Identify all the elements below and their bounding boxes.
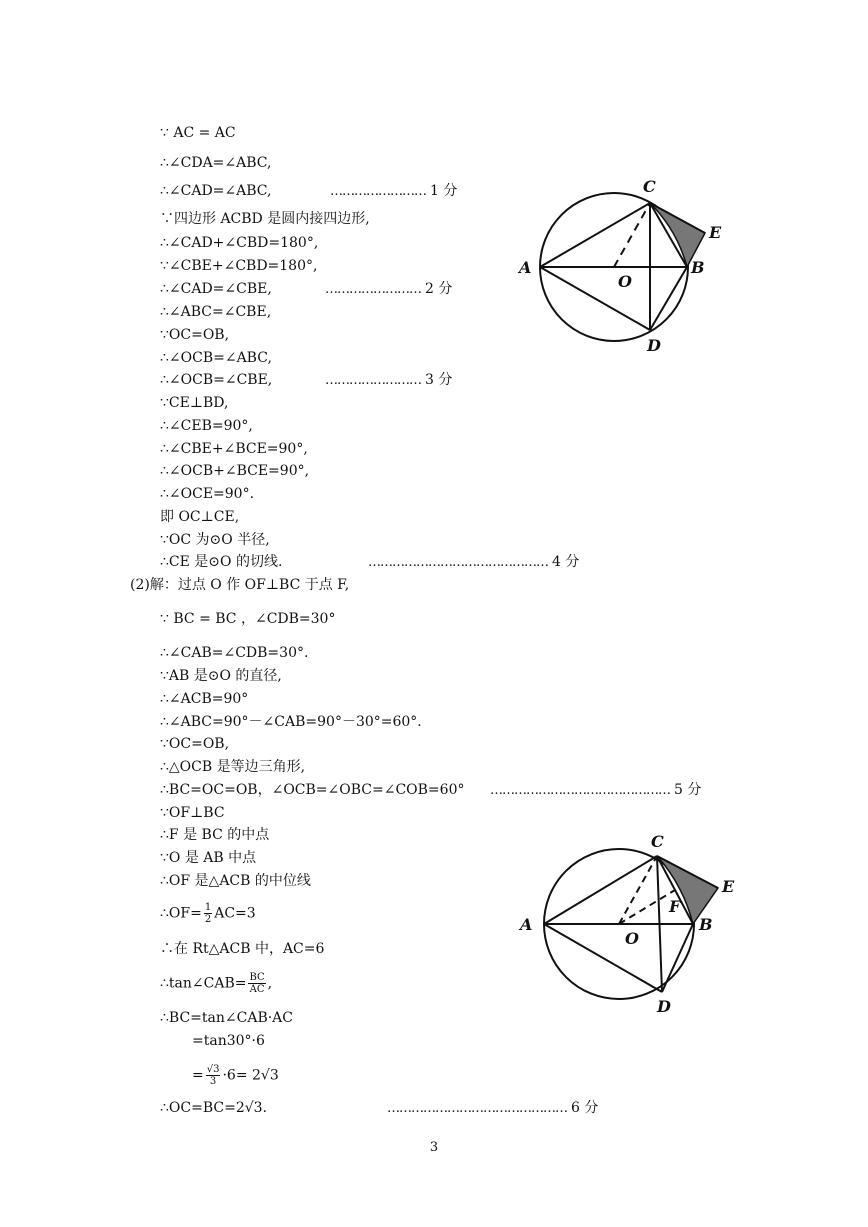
- solution-line: ∵ BC = BC ，∠CDB=30°: [160, 611, 336, 627]
- label-f: F: [669, 897, 681, 916]
- of-line: ∴OF= $\frac{1}{2}$ AC=3: [160, 902, 256, 925]
- solution-line: ∴∠CAD=∠ABC,: [160, 183, 272, 199]
- solution-line: ∵ AC = AC: [160, 125, 236, 141]
- solution-line: ∴F 是 BC 的中点: [160, 827, 270, 843]
- solution-line: ∴∠CAD=∠CBE,: [160, 281, 272, 297]
- label-o: O: [625, 929, 639, 948]
- solution-line: ∴∠CBE+∠BCE=90°,: [160, 441, 308, 457]
- sqrt-line: = $\frac{√3}{3}$ ·6= 2√3: [192, 1064, 279, 1087]
- score-label: 5 分: [674, 782, 702, 798]
- figure-1: [505, 175, 735, 355]
- score-dots: ………………………………………: [387, 1101, 567, 1116]
- score-dots: ……………………: [325, 282, 421, 297]
- solution-line: =tan30°·6: [192, 1033, 265, 1049]
- solution-line: ∴∠CEB=90°,: [160, 418, 253, 434]
- score-label: 3 分: [425, 372, 453, 388]
- label-d: D: [647, 336, 661, 355]
- label-e: E: [722, 877, 735, 896]
- score-marker: [330, 182, 457, 201]
- label-e: E: [709, 223, 722, 242]
- score-marker: [325, 371, 452, 390]
- score-marker: [368, 553, 579, 572]
- solution-line: ∵AB 是⊙O 的直径,: [160, 668, 282, 684]
- label-b: B: [699, 915, 713, 934]
- solution-line: ∴CE 是⊙O 的切线.: [160, 554, 283, 570]
- score-label: 4 分: [552, 554, 580, 570]
- label-d: D: [657, 997, 671, 1015]
- score-label: 6 分: [571, 1100, 599, 1116]
- label-a: A: [520, 915, 533, 934]
- label-c: C: [643, 177, 656, 196]
- tan-line: ∴tan∠CAB= $\frac{BC}{AC}$ ,: [160, 972, 273, 995]
- solution-line: ∴∠ABC=90°－∠CAB=90°－30°=60°.: [160, 714, 422, 730]
- solution-line: ∴OC=BC=2√3.: [160, 1100, 268, 1116]
- solution-line: ∴∠CDA=∠ABC,: [160, 155, 272, 171]
- solution-line: ∴∠ABC=∠CBE,: [160, 304, 272, 320]
- solution-line: ∵OC=OB,: [160, 327, 230, 343]
- solution-line: ∵O 是 AB 中点: [160, 850, 257, 866]
- solution-line: ∵∠CBE+∠CBD=180°,: [160, 258, 318, 274]
- label-c: C: [651, 832, 664, 851]
- fraction-half: $\frac{1}{2}$: [204, 902, 212, 925]
- score-marker: [387, 1099, 598, 1118]
- score-label: 2 分: [425, 281, 453, 297]
- solution-line: ∴BC=tan∠CAB·AC: [160, 1010, 293, 1026]
- label-o: O: [618, 272, 632, 291]
- solution-line: ∵四边形 ACBD 是圆内接四边形,: [160, 211, 370, 227]
- solution-line: ∵OF⊥BC: [160, 805, 225, 821]
- figure-2: [515, 830, 745, 1015]
- solution-line: ∴在 Rt△ACB 中，AC=6: [160, 941, 325, 957]
- score-dots: ……………………: [330, 184, 426, 199]
- solution-line: ∵CE⊥BD,: [160, 395, 229, 411]
- score-marker: [325, 280, 452, 299]
- solution-line: ∴△OCB 是等边三角形,: [160, 759, 306, 775]
- score-label: 1 分: [430, 183, 458, 199]
- solution-line: 即 OC⊥CE,: [160, 509, 240, 525]
- solution-line: ∴∠CAD+∠CBD=180°,: [160, 235, 319, 251]
- label-b: B: [691, 258, 705, 277]
- solution-line: ∴∠OCB=∠CBE,: [160, 372, 273, 388]
- solution-line: ∴∠CAB=∠CDB=30°.: [160, 645, 309, 661]
- score-dots: ………………………………………: [368, 555, 548, 570]
- solution-line: ∴∠ACB=90°: [160, 691, 249, 707]
- solution-line: ∴∠OCE=90°.: [160, 486, 255, 502]
- solution-line: ∵OC 为⊙O 半径,: [160, 532, 270, 548]
- solution-line: ∴∠OCB=∠ABC,: [160, 350, 272, 366]
- score-dots: ………………………………………: [490, 783, 670, 798]
- solution-line: ∵OC=OB,: [160, 736, 230, 752]
- page-number: 3: [429, 1140, 439, 1155]
- fraction-bc-ac: $\frac{BC}{AC}$: [249, 972, 265, 995]
- label-a: A: [519, 258, 532, 277]
- score-marker: [490, 781, 701, 800]
- solution-line: (2)解：过点 O 作 OF⊥BC 于点 F,: [130, 577, 350, 593]
- fraction-sqrt3-3: $\frac{√3}{3}$: [206, 1064, 220, 1087]
- solution-line: ∴∠OCB+∠BCE=90°,: [160, 463, 310, 479]
- score-dots: ……………………: [325, 373, 421, 388]
- solution-line: ∴BC=OC=OB，∠OCB=∠OBC=∠COB=60°: [160, 782, 465, 798]
- solution-line: ∴OF 是△ACB 的中位线: [160, 873, 311, 889]
